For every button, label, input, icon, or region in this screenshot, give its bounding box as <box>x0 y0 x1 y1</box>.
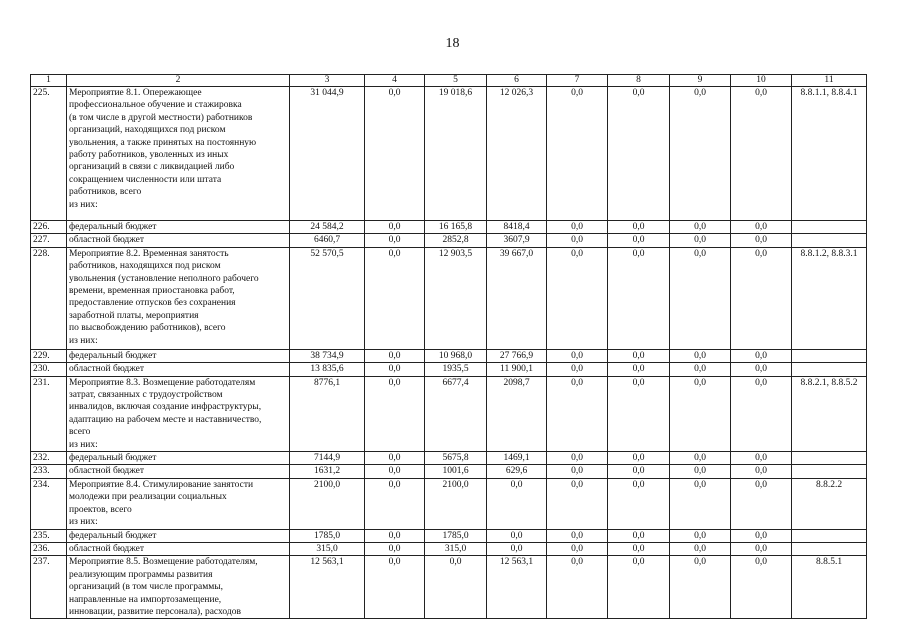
row-value: 0,0 <box>731 363 792 376</box>
row-value: 0,0 <box>365 221 425 234</box>
row-number: 231. <box>31 376 67 451</box>
row-value: 0,0 <box>365 376 425 451</box>
row-name: федеральный бюджет <box>67 221 290 234</box>
row-value: 0,0 <box>731 542 792 555</box>
row-name: федеральный бюджет <box>67 452 290 465</box>
row-value: 31 044,9 <box>290 87 365 221</box>
row-value: 0,0 <box>547 542 608 555</box>
row-value: 315,0 <box>290 542 365 555</box>
table-row <box>31 87 867 221</box>
row-name: областной бюджет <box>67 363 290 376</box>
row-value: 0,0 <box>608 542 670 555</box>
row-value: 8418,4 <box>487 221 547 234</box>
row-value: 0,0 <box>547 349 608 362</box>
row-value: 0,0 <box>670 87 731 221</box>
row-code: 8.8.1.2, 8.8.3.1 <box>792 247 867 349</box>
row-name: областной бюджет <box>67 542 290 555</box>
table-row <box>31 234 867 247</box>
table-row <box>31 349 867 362</box>
page-number: 18 <box>445 36 460 51</box>
row-value: 0,0 <box>547 529 608 542</box>
row-code <box>792 452 867 465</box>
row-value: 0,0 <box>365 234 425 247</box>
row-value: 12 026,3 <box>487 87 547 221</box>
row-value: 0,0 <box>731 452 792 465</box>
row-value: 0,0 <box>547 376 608 451</box>
row-code <box>792 465 867 478</box>
row-value: 2100,0 <box>290 478 365 529</box>
row-value: 0,0 <box>608 87 670 221</box>
row-value: 13 835,6 <box>290 363 365 376</box>
row-value: 0,0 <box>608 478 670 529</box>
row-value: 0,0 <box>365 363 425 376</box>
column-header: 2 <box>67 75 290 87</box>
row-number: 235. <box>31 529 67 542</box>
column-header: 3 <box>290 75 365 87</box>
row-value: 8776,1 <box>290 376 365 451</box>
column-header: 7 <box>547 75 608 87</box>
row-value: 0,0 <box>365 87 425 221</box>
row-value: 0,0 <box>608 247 670 349</box>
row-value: 0,0 <box>731 556 792 619</box>
row-name: Мероприятие 8.3. Возмещение работодателям затрат, связанных с трудоустройством инвалидов, включая создание инфраструктуры, адаптацию на рабочем месте и наставничество, всего из них: <box>67 376 290 451</box>
row-value: 12 563,1 <box>487 556 547 619</box>
row-number: 232. <box>31 452 67 465</box>
column-header: 1 <box>31 75 67 87</box>
row-value: 0,0 <box>547 234 608 247</box>
row-value: 0,0 <box>547 363 608 376</box>
row-value: 0,0 <box>670 247 731 349</box>
row-value: 0,0 <box>608 452 670 465</box>
row-code <box>792 529 867 542</box>
column-header: 9 <box>670 75 731 87</box>
row-value: 0,0 <box>731 349 792 362</box>
row-number: 237. <box>31 556 67 619</box>
row-value: 0,0 <box>365 349 425 362</box>
row-value: 0,0 <box>365 247 425 349</box>
row-value: 0,0 <box>487 529 547 542</box>
row-name: Мероприятие 8.1. Опережающее профессиональное обучение и стажировка (в том числе в другой местности) работников организаций, находящихся под риском увольнения, а также принятых на постоянную работу работников, уволенных из иных организаций в связи с ликвидацией либо сокращением численности или штата работников, всего из них: <box>67 87 290 221</box>
row-code: 8.8.5.1 <box>792 556 867 619</box>
row-value: 2098,7 <box>487 376 547 451</box>
row-value: 0,0 <box>547 452 608 465</box>
row-code: 8.8.2.2 <box>792 478 867 529</box>
row-value: 0,0 <box>487 478 547 529</box>
row-value: 24 584,2 <box>290 221 365 234</box>
row-value: 0,0 <box>670 349 731 362</box>
row-value: 0,0 <box>365 542 425 555</box>
column-header: 5 <box>425 75 487 87</box>
row-name: Мероприятие 8.4. Стимулирование занятости молодежи при реализации социальных проектов, всего из них: <box>67 478 290 529</box>
row-name: областной бюджет <box>67 465 290 478</box>
row-code: 8.8.1.1, 8.8.4.1 <box>792 87 867 221</box>
row-value: 0,0 <box>608 349 670 362</box>
row-value: 0,0 <box>670 478 731 529</box>
row-value: 0,0 <box>731 221 792 234</box>
table-row <box>31 556 867 619</box>
row-value: 11 900,1 <box>487 363 547 376</box>
row-value: 1631,2 <box>290 465 365 478</box>
row-code <box>792 363 867 376</box>
row-number: 228. <box>31 247 67 349</box>
column-header: 11 <box>792 75 867 87</box>
row-value: 0,0 <box>547 247 608 349</box>
row-value: 27 766,9 <box>487 349 547 362</box>
row-value: 0,0 <box>547 87 608 221</box>
row-name: федеральный бюджет <box>67 529 290 542</box>
row-value: 0,0 <box>365 478 425 529</box>
row-value: 0,0 <box>608 221 670 234</box>
row-value: 0,0 <box>487 542 547 555</box>
row-value: 0,0 <box>670 542 731 555</box>
row-value: 0,0 <box>547 221 608 234</box>
row-value: 0,0 <box>670 465 731 478</box>
row-value: 0,0 <box>547 478 608 529</box>
table-row <box>31 529 867 542</box>
row-value: 6460,7 <box>290 234 365 247</box>
table-row <box>31 478 867 529</box>
row-value: 0,0 <box>670 234 731 247</box>
row-number: 233. <box>31 465 67 478</box>
row-value: 6677,4 <box>425 376 487 451</box>
row-value: 0,0 <box>365 529 425 542</box>
row-value: 1001,6 <box>425 465 487 478</box>
row-value: 0,0 <box>731 234 792 247</box>
table-row <box>31 465 867 478</box>
table-row <box>31 452 867 465</box>
row-value: 0,0 <box>731 478 792 529</box>
row-code <box>792 349 867 362</box>
table-row <box>31 363 867 376</box>
row-value: 0,0 <box>547 556 608 619</box>
budget-table <box>30 74 867 619</box>
row-value: 12 563,1 <box>290 556 365 619</box>
row-code <box>792 234 867 247</box>
row-value: 0,0 <box>731 376 792 451</box>
row-name: областной бюджет <box>67 234 290 247</box>
row-value: 0,0 <box>731 465 792 478</box>
table-row <box>31 247 867 349</box>
row-value: 0,0 <box>731 87 792 221</box>
row-value: 10 968,0 <box>425 349 487 362</box>
table-row <box>31 542 867 555</box>
row-value: 0,0 <box>365 452 425 465</box>
row-value: 1935,5 <box>425 363 487 376</box>
row-value: 5675,8 <box>425 452 487 465</box>
row-value: 0,0 <box>670 452 731 465</box>
row-code <box>792 542 867 555</box>
column-header: 8 <box>608 75 670 87</box>
row-number: 226. <box>31 221 67 234</box>
row-name: Мероприятие 8.2. Временная занятость работников, находящихся под риском увольнения (установление неполного рабочего времени, временная приостановка работ, предоставление отпусков без сохранения заработной платы, мероприятия по высвобождению работников), всего из них: <box>67 247 290 349</box>
row-value: 12 903,5 <box>425 247 487 349</box>
row-value: 0,0 <box>670 556 731 619</box>
row-value: 315,0 <box>425 542 487 555</box>
row-value: 38 734,9 <box>290 349 365 362</box>
row-value: 1785,0 <box>425 529 487 542</box>
row-value: 0,0 <box>608 363 670 376</box>
row-value: 0,0 <box>608 529 670 542</box>
row-value: 0,0 <box>731 529 792 542</box>
row-number: 227. <box>31 234 67 247</box>
column-header: 4 <box>365 75 425 87</box>
table-row <box>31 376 867 451</box>
row-value: 0,0 <box>425 556 487 619</box>
row-value: 0,0 <box>608 556 670 619</box>
row-value: 0,0 <box>670 363 731 376</box>
table-row <box>31 221 867 234</box>
row-number: 225. <box>31 87 67 221</box>
column-header: 10 <box>731 75 792 87</box>
row-value: 0,0 <box>365 556 425 619</box>
row-value: 1469,1 <box>487 452 547 465</box>
row-value: 629,6 <box>487 465 547 478</box>
row-number: 234. <box>31 478 67 529</box>
row-value: 16 165,8 <box>425 221 487 234</box>
row-value: 39 667,0 <box>487 247 547 349</box>
row-value: 2852,8 <box>425 234 487 247</box>
row-number: 229. <box>31 349 67 362</box>
column-header: 6 <box>487 75 547 87</box>
row-number: 230. <box>31 363 67 376</box>
row-value: 7144,9 <box>290 452 365 465</box>
row-number: 236. <box>31 542 67 555</box>
row-value: 0,0 <box>670 376 731 451</box>
row-value: 0,0 <box>608 465 670 478</box>
row-value: 19 018,6 <box>425 87 487 221</box>
row-code <box>792 221 867 234</box>
row-value: 3607,9 <box>487 234 547 247</box>
row-value: 0,0 <box>670 529 731 542</box>
row-name: Мероприятие 8.5. Возмещение работодателям, реализующим программы развития организаций (в том числе программы, направленные на импортозамещение, инновации, развитие персонала), расходов <box>67 556 290 619</box>
row-value: 0,0 <box>365 465 425 478</box>
table-header-row <box>31 75 867 87</box>
row-value: 0,0 <box>670 221 731 234</box>
row-code: 8.8.2.1, 8.8.5.2 <box>792 376 867 451</box>
row-value: 2100,0 <box>425 478 487 529</box>
row-value: 0,0 <box>547 465 608 478</box>
row-value: 52 570,5 <box>290 247 365 349</box>
row-value: 1785,0 <box>290 529 365 542</box>
row-value: 0,0 <box>608 376 670 451</box>
row-name: федеральный бюджет <box>67 349 290 362</box>
row-value: 0,0 <box>608 234 670 247</box>
row-value: 0,0 <box>731 247 792 349</box>
